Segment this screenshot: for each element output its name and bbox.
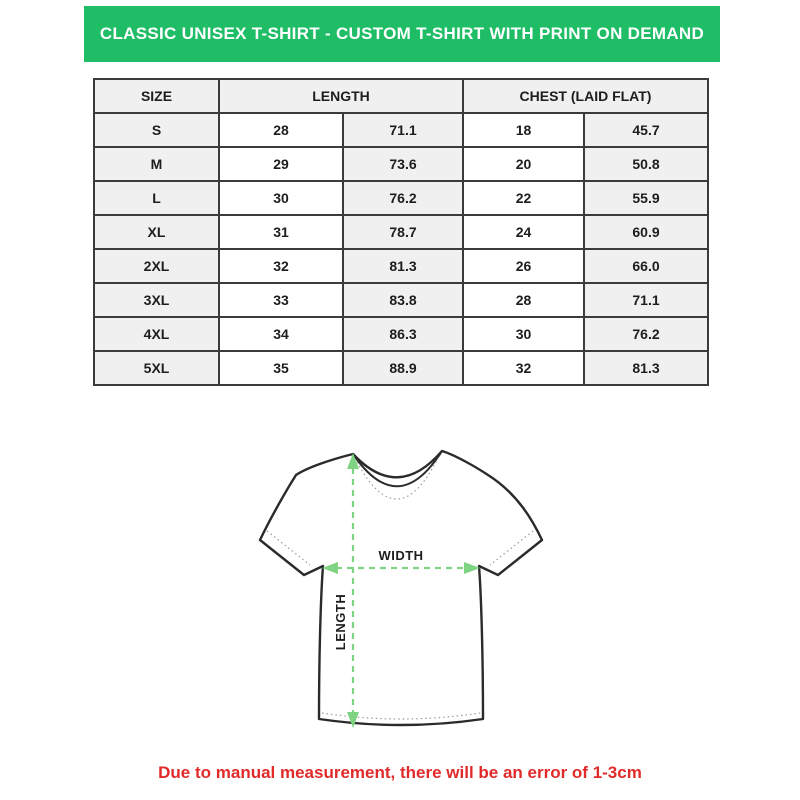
table-row <box>94 113 708 147</box>
chest-inches-cell: 22 <box>463 181 584 215</box>
size-cell: 4XL <box>94 317 219 351</box>
column-header-chest: CHEST (LAID FLAT) <box>463 79 708 113</box>
size-cell: 3XL <box>94 283 219 317</box>
length-cm-cell: 73.6 <box>343 147 463 181</box>
column-header-size: SIZE <box>94 79 219 113</box>
title-banner <box>84 6 720 62</box>
table-row <box>94 283 708 317</box>
page-title: CLASSIC UNISEX T-SHIRT - CUSTOM T-SHIRT WITH PRINT ON DEMAND <box>99 24 705 43</box>
table-row <box>94 317 708 351</box>
chest-inches-cell: 24 <box>463 215 584 249</box>
chest-cm-cell: 81.3 <box>584 351 708 385</box>
size-table-body <box>94 113 708 385</box>
chest-inches-cell: 30 <box>463 317 584 351</box>
chest-cm-cell: 55.9 <box>584 181 708 215</box>
length-inches-cell: 28 <box>219 113 343 147</box>
table-row <box>94 249 708 283</box>
size-table <box>93 78 709 386</box>
length-cm-cell: 83.8 <box>343 283 463 317</box>
chest-cm-cell: 76.2 <box>584 317 708 351</box>
table-row <box>94 215 708 249</box>
size-cell: 2XL <box>94 249 219 283</box>
chest-cm-cell: 60.9 <box>584 215 708 249</box>
table-header-row <box>94 79 708 113</box>
size-cell: L <box>94 181 219 215</box>
length-cm-cell: 78.7 <box>343 215 463 249</box>
table-row <box>94 181 708 215</box>
chest-cm-cell: 45.7 <box>584 113 708 147</box>
tshirt-diagram <box>240 430 560 750</box>
chest-inches-cell: 32 <box>463 351 584 385</box>
length-cm-cell: 88.9 <box>343 351 463 385</box>
length-inches-cell: 31 <box>219 215 343 249</box>
length-cm-cell: 76.2 <box>343 181 463 215</box>
size-cell: XL <box>94 215 219 249</box>
tshirt-outline <box>260 451 542 725</box>
length-inches-cell: 29 <box>219 147 343 181</box>
length-inches-cell: 35 <box>219 351 343 385</box>
length-cm-cell: 71.1 <box>343 113 463 147</box>
length-inches-cell: 30 <box>219 181 343 215</box>
table-row <box>94 147 708 181</box>
chest-cm-cell: 66.0 <box>584 249 708 283</box>
length-inches-cell: 34 <box>219 317 343 351</box>
chest-cm-cell: 71.1 <box>584 283 708 317</box>
length-inches-cell: 32 <box>219 249 343 283</box>
chest-cm-cell: 50.8 <box>584 147 708 181</box>
width-label: WIDTH <box>378 548 424 563</box>
length-cm-cell: 86.3 <box>343 317 463 351</box>
chest-inches-cell: 26 <box>463 249 584 283</box>
measurement-error-note: Due to manual measurement, there will be an error of 1-3cm <box>158 763 642 782</box>
chest-inches-cell: 28 <box>463 283 584 317</box>
length-inches-cell: 33 <box>219 283 343 317</box>
chest-inches-cell: 20 <box>463 147 584 181</box>
table-row <box>94 351 708 385</box>
column-header-length: LENGTH <box>219 79 463 113</box>
size-cell: M <box>94 147 219 181</box>
length-label: LENGTH <box>333 593 348 651</box>
length-cm-cell: 81.3 <box>343 249 463 283</box>
size-cell: 5XL <box>94 351 219 385</box>
size-cell: S <box>94 113 219 147</box>
chest-inches-cell: 18 <box>463 113 584 147</box>
